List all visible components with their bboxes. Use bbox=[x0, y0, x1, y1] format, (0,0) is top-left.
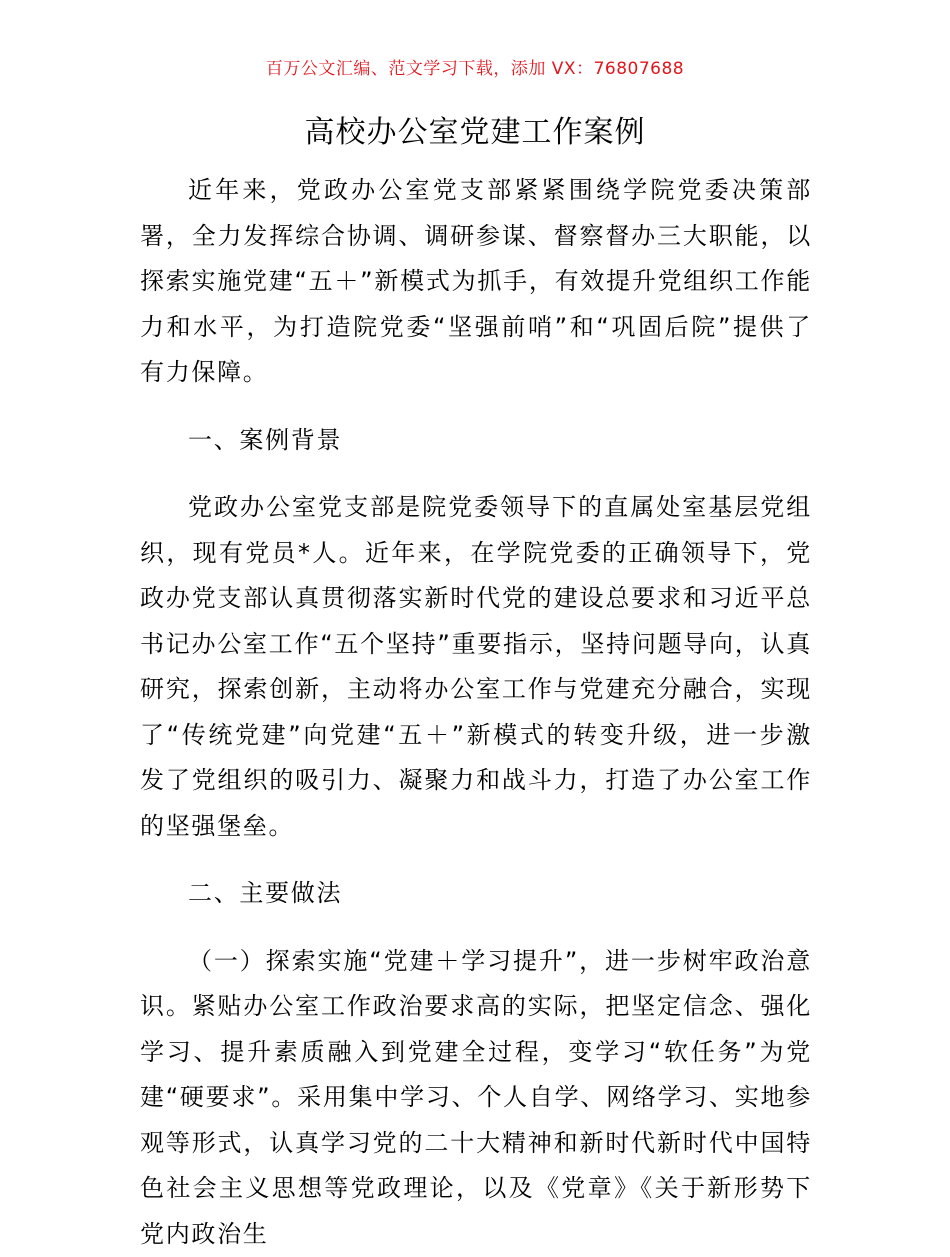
page-title: 高校办公室党建工作案例 bbox=[0, 110, 950, 156]
section-heading-main-practices: 二、主要做法 bbox=[140, 871, 812, 917]
background-paragraph: 党政办公室党支部是院党委领导下的直属处室基层党组织，现有党员*人。近年来，在学院党委的正确领导下，党政办党支部认真贯彻落实新时代党的建设总要求和习近平总书记办公室工作“五个坚持”重要指示，坚持问题导向，认真研究，探索创新，主动将办公室工作与党建充分融合，实现了“传统党建”向党建“五＋”新模式的转变升级，进一步激发了党组织的吸引力、凝聚力和战斗力，打造了办公室工作的坚强堡垒。 bbox=[140, 485, 812, 849]
section-heading-background: 一、案例背景 bbox=[140, 418, 812, 464]
promo-banner: 百万公文汇编、范文学习下载，添加 VX：76807688 bbox=[0, 56, 950, 82]
intro-paragraph: 近年来，党政办公室党支部紧紧围绕学院党委决策部署，全力发挥综合协调、调研参谋、督察督办三大职能，以探索实施党建“五＋”新模式为抓手，有效提升党组织工作能力和水平，为打造院党委“坚强前哨”和“巩固后院”提供了有力保障。 bbox=[140, 168, 812, 396]
document-body bbox=[140, 168, 812, 1257]
practice-item-1-paragraph: （一）探索实施“党建＋学习提升”，进一步树牢政治意识。紧贴办公室工作政治要求高的实际，把坚定信念、强化学习、提升素质融入到党建全过程，变学习“软任务”为党建“硬要求”。采用集中学习、个人自学、网络学习、实地参观等形式，认真学习党的二十大精神和新时代新时代中国特色社会主义思想等党政理论，以及《党章》《关于新形势下党内政治生 bbox=[140, 939, 812, 1257]
